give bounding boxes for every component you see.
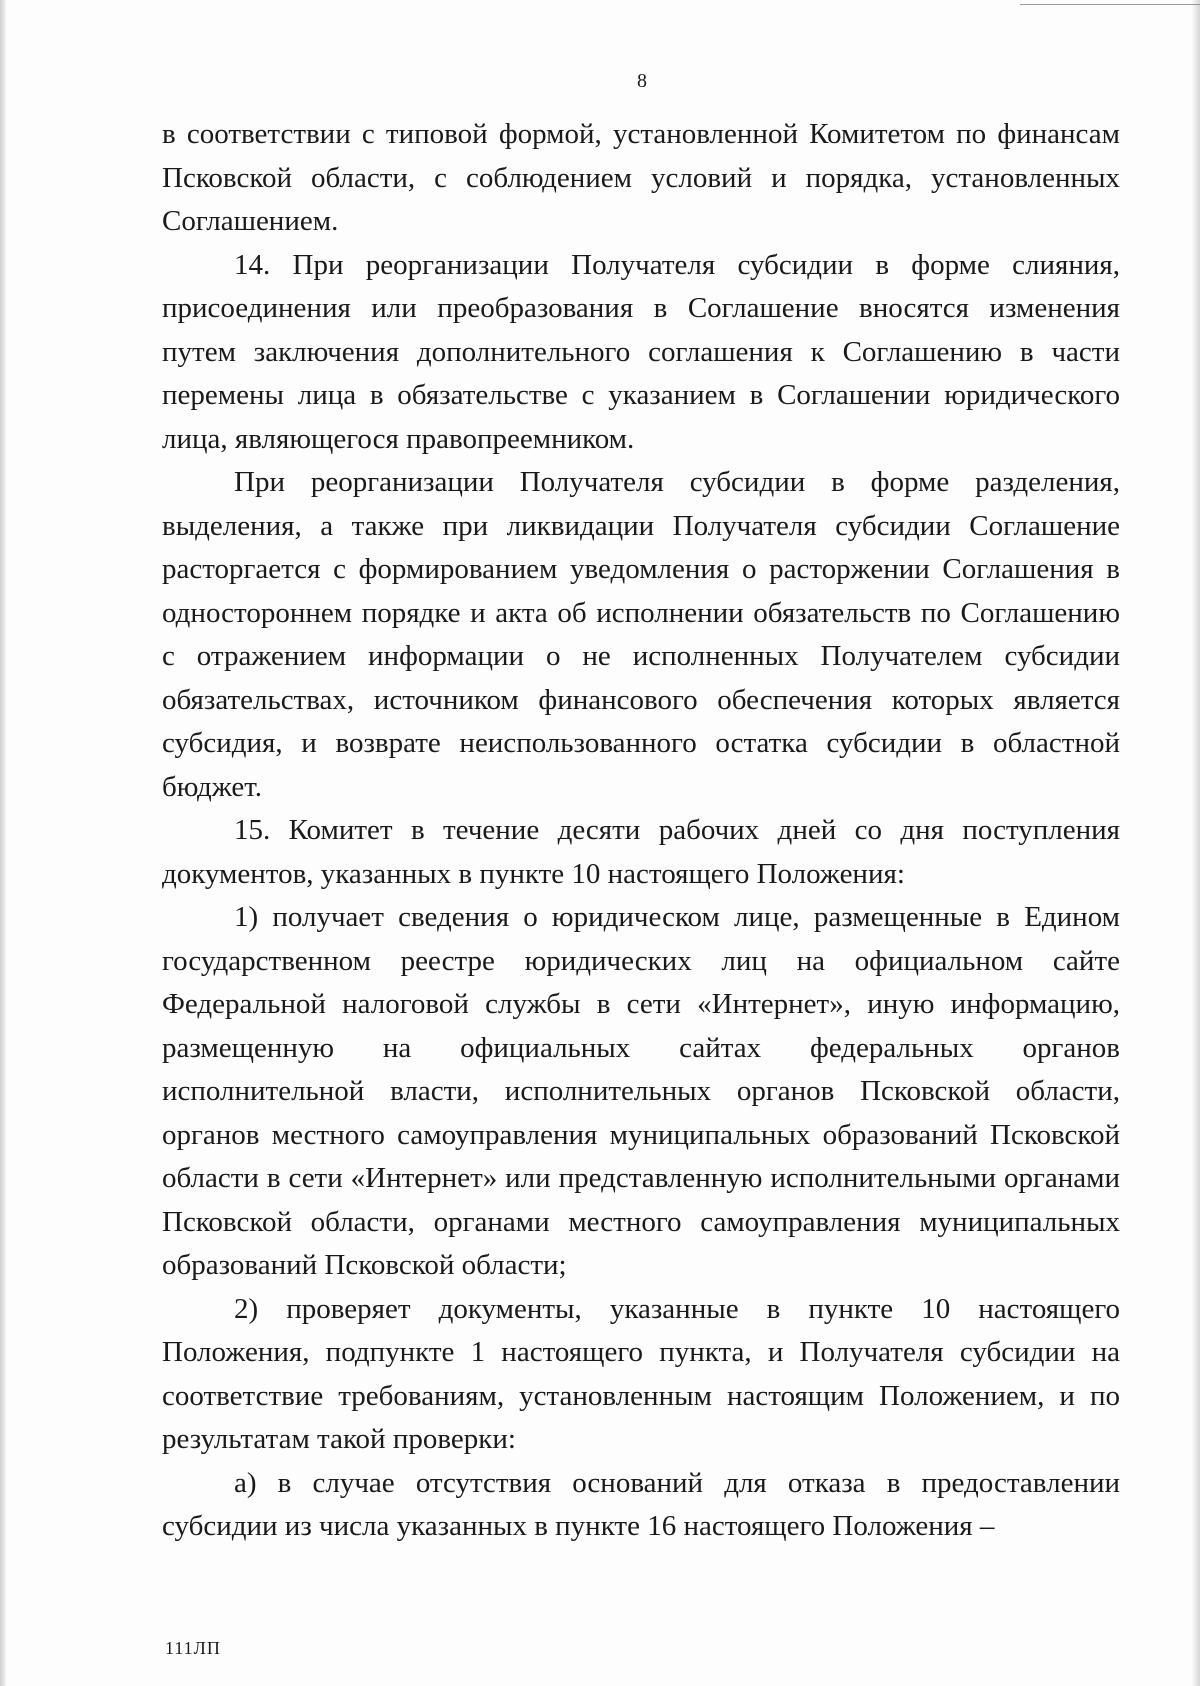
- document-body: [162, 113, 1120, 1549]
- paragraph-item-14: 14. При реорганизации Получателя субсидии в форме слияния, присоединения или преобразования в Соглашение вносятся изменения путем заключения дополнительного соглашения к Соглашению в части перемены лица в обязательстве с указанием в Соглашении юридического лица, являющегося правопреемником.: [162, 248, 1120, 455]
- footer-code: 111ЛП: [165, 1638, 221, 1658]
- page-number: 8: [637, 70, 647, 92]
- paragraph-subitem-1: 1) получает сведения о юридическом лице, размещенные в Едином государственном реестре юридических лиц на официальном сайте Федеральной налоговой службы в сети «Интернет», иную информацию, размещенную на официальных сайтах федеральных органов исполнительной власти, исполнительных органов Псковской области, органов местного самоуправления муниципальных образований Псковской области в сети «Интернет» или представленную исполнительными органами Псковской области, органами местного самоуправления муниципальных образований Псковской области;: [162, 901, 1120, 1281]
- paragraph-continuation: в соответствии с типовой формой, установленной Комитетом по финансам Псковской области, с соблюдением условий и порядка, установленных Соглашением.: [162, 118, 1120, 237]
- scan-edge-right: [1192, 0, 1200, 1686]
- scan-edge-left: [0, 0, 6, 1686]
- paragraph-subitem-a: а) в случае отсутствия оснований для отказа в предоставлении субсидии из числа указанных в пункте 16 настоящего Положения –: [162, 1466, 1120, 1542]
- paragraph-subitem-2: 2) проверяет документы, указанные в пункте 10 настоящего Положения, подпункте 1 настоящего пункта, и Получателя субсидии на соответствие требованиям, установленным настоящим Положением, и по результатам такой проверки:: [162, 1292, 1120, 1455]
- paragraph-reorganization: При реорганизации Получателя субсидии в форме разделения, выделения, а также при ликвидации Получателя субсидии Соглашение расторгается с формированием уведомления о расторжении Соглашения в одностороннем порядке и акта об исполнении обязательств по Соглашению с отражением информации о не исполненных Получателем субсидии обязательствах, источником финансового обеспечения которых является субсидия, и возврате неиспользованного остатка субсидии в областной бюджет.: [162, 466, 1120, 803]
- paragraph-item-15: 15. Комитет в течение десяти рабочих дней со дня поступления документов, указанных в пункте 10 настоящего Положения:: [162, 814, 1120, 890]
- scan-corner-line: [1020, 4, 1200, 5]
